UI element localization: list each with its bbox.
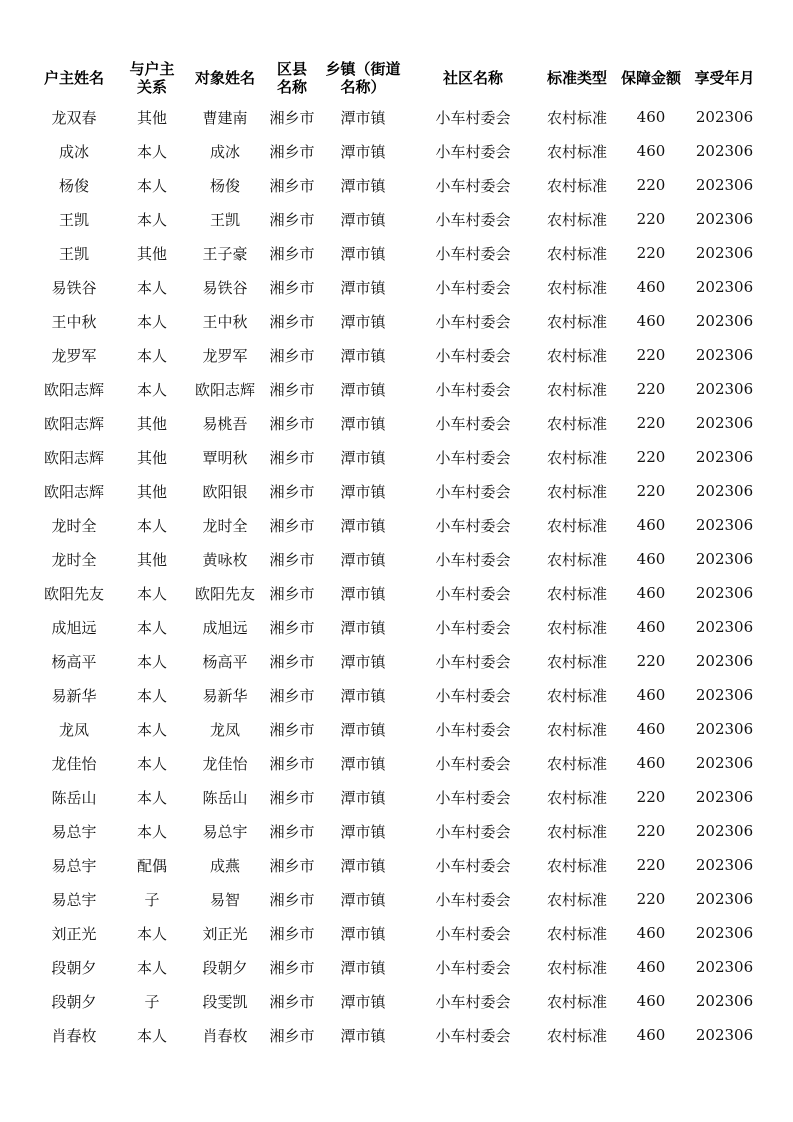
cell-head-of-household: 欧阳志辉 xyxy=(43,414,104,433)
cell-community: 小车村委会 xyxy=(435,618,511,637)
cell-amount: 220 xyxy=(636,890,666,908)
cell-county: 湘乡市 xyxy=(269,414,315,433)
cell-county: 湘乡市 xyxy=(269,924,315,943)
cell-period: 202306 xyxy=(695,380,754,398)
cell-period: 202306 xyxy=(695,618,754,636)
header-head-of-household: 户主姓名 xyxy=(43,69,104,87)
cell-relationship: 本人 xyxy=(136,788,167,807)
cell-head-of-household: 龙佳怡 xyxy=(51,754,97,773)
cell-period: 202306 xyxy=(695,516,754,534)
cell-recipient-name: 杨俊 xyxy=(209,176,240,195)
cell-relationship: 本人 xyxy=(136,346,167,365)
cell-relationship: 本人 xyxy=(136,720,167,739)
table-row xyxy=(28,406,763,440)
table-row xyxy=(28,168,763,202)
cell-county: 湘乡市 xyxy=(269,856,315,875)
header-town: 乡镇（街道 名称） xyxy=(325,60,401,96)
table-row xyxy=(28,134,763,168)
cell-town: 潭市镇 xyxy=(340,414,386,433)
cell-period: 202306 xyxy=(695,176,754,194)
cell-standard-type: 农村标准 xyxy=(546,278,607,297)
cell-county: 湘乡市 xyxy=(269,686,315,705)
table-row xyxy=(28,508,763,542)
table-row xyxy=(28,916,763,950)
cell-period: 202306 xyxy=(695,108,754,126)
cell-county: 湘乡市 xyxy=(269,312,315,331)
cell-relationship: 本人 xyxy=(136,1026,167,1045)
cell-head-of-household: 龙凤 xyxy=(58,720,89,739)
cell-head-of-household: 欧阳先友 xyxy=(43,584,104,603)
cell-standard-type: 农村标准 xyxy=(546,856,607,875)
cell-head-of-household: 刘正光 xyxy=(51,924,97,943)
cell-amount: 460 xyxy=(636,550,666,568)
cell-recipient-name: 欧阳先友 xyxy=(194,584,255,603)
cell-period: 202306 xyxy=(695,414,754,432)
table-row xyxy=(28,746,763,780)
cell-county: 湘乡市 xyxy=(269,958,315,977)
cell-community: 小车村委会 xyxy=(435,958,511,977)
cell-relationship: 本人 xyxy=(136,278,167,297)
cell-head-of-household: 欧阳志辉 xyxy=(43,482,104,501)
cell-recipient-name: 刘正光 xyxy=(202,924,248,943)
cell-community: 小车村委会 xyxy=(435,720,511,739)
cell-town: 潭市镇 xyxy=(340,584,386,603)
cell-amount: 220 xyxy=(636,856,666,874)
cell-head-of-household: 龙时全 xyxy=(51,550,97,569)
table-row xyxy=(28,372,763,406)
cell-town: 潭市镇 xyxy=(340,1026,386,1045)
cell-amount: 220 xyxy=(636,822,666,840)
cell-period: 202306 xyxy=(695,856,754,874)
cell-relationship: 本人 xyxy=(136,958,167,977)
cell-head-of-household: 易总宇 xyxy=(51,856,97,875)
table-row xyxy=(28,848,763,882)
cell-period: 202306 xyxy=(695,890,754,908)
cell-period: 202306 xyxy=(695,992,754,1010)
cell-county: 湘乡市 xyxy=(269,176,315,195)
cell-standard-type: 农村标准 xyxy=(546,788,607,807)
cell-county: 湘乡市 xyxy=(269,584,315,603)
cell-community: 小车村委会 xyxy=(435,482,511,501)
cell-amount: 220 xyxy=(636,414,666,432)
cell-recipient-name: 成燕 xyxy=(209,856,240,875)
cell-relationship: 其他 xyxy=(136,244,167,263)
cell-community: 小车村委会 xyxy=(435,176,511,195)
cell-town: 潭市镇 xyxy=(340,788,386,807)
cell-head-of-household: 肖春枚 xyxy=(51,1026,97,1045)
cell-amount: 220 xyxy=(636,244,666,262)
cell-relationship: 本人 xyxy=(136,312,167,331)
header-relationship: 与户主 关系 xyxy=(129,60,175,96)
cell-town: 潭市镇 xyxy=(340,652,386,671)
cell-recipient-name: 黄咏枚 xyxy=(202,550,248,569)
cell-town: 潭市镇 xyxy=(340,958,386,977)
cell-relationship: 子 xyxy=(144,992,160,1011)
table-body xyxy=(28,100,763,1052)
table-row xyxy=(28,882,763,916)
cell-head-of-household: 欧阳志辉 xyxy=(43,448,104,467)
table-row xyxy=(28,474,763,508)
cell-town: 潭市镇 xyxy=(340,686,386,705)
cell-amount: 220 xyxy=(636,448,666,466)
cell-community: 小车村委会 xyxy=(435,516,511,535)
cell-county: 湘乡市 xyxy=(269,992,315,1011)
cell-recipient-name: 欧阳志辉 xyxy=(194,380,255,399)
cell-recipient-name: 易桃吾 xyxy=(202,414,248,433)
cell-community: 小车村委会 xyxy=(435,686,511,705)
cell-town: 潭市镇 xyxy=(340,482,386,501)
cell-recipient-name: 易总宇 xyxy=(202,822,248,841)
cell-county: 湘乡市 xyxy=(269,448,315,467)
header-period: 享受年月 xyxy=(694,69,755,87)
cell-county: 湘乡市 xyxy=(269,108,315,127)
cell-period: 202306 xyxy=(695,822,754,840)
cell-amount: 220 xyxy=(636,788,666,806)
cell-standard-type: 农村标准 xyxy=(546,890,607,909)
table-row xyxy=(28,542,763,576)
cell-county: 湘乡市 xyxy=(269,822,315,841)
cell-head-of-household: 杨俊 xyxy=(58,176,89,195)
cell-county: 湘乡市 xyxy=(269,754,315,773)
table-row xyxy=(28,100,763,134)
cell-community: 小车村委会 xyxy=(435,380,511,399)
cell-town: 潭市镇 xyxy=(340,244,386,263)
cell-county: 湘乡市 xyxy=(269,516,315,535)
cell-town: 潭市镇 xyxy=(340,380,386,399)
cell-period: 202306 xyxy=(695,312,754,330)
cell-amount: 220 xyxy=(636,380,666,398)
table-row xyxy=(28,678,763,712)
cell-standard-type: 农村标准 xyxy=(546,652,607,671)
cell-relationship: 本人 xyxy=(136,924,167,943)
cell-town: 潭市镇 xyxy=(340,210,386,229)
cell-community: 小车村委会 xyxy=(435,346,511,365)
cell-community: 小车村委会 xyxy=(435,584,511,603)
cell-period: 202306 xyxy=(695,1026,754,1044)
cell-town: 潭市镇 xyxy=(340,992,386,1011)
table-row xyxy=(28,950,763,984)
cell-relationship: 本人 xyxy=(136,618,167,637)
cell-period: 202306 xyxy=(695,958,754,976)
cell-relationship: 其他 xyxy=(136,108,167,127)
cell-relationship: 子 xyxy=(144,890,160,909)
cell-county: 湘乡市 xyxy=(269,890,315,909)
table-row xyxy=(28,440,763,474)
cell-amount: 460 xyxy=(636,1026,666,1044)
cell-community: 小车村委会 xyxy=(435,1026,511,1045)
cell-community: 小车村委会 xyxy=(435,788,511,807)
cell-relationship: 其他 xyxy=(136,414,167,433)
cell-relationship: 本人 xyxy=(136,176,167,195)
cell-community: 小车村委会 xyxy=(435,142,511,161)
benefit-table xyxy=(28,56,763,1052)
cell-relationship: 本人 xyxy=(136,380,167,399)
cell-relationship: 本人 xyxy=(136,754,167,773)
cell-community: 小车村委会 xyxy=(435,312,511,331)
table-row xyxy=(28,576,763,610)
cell-recipient-name: 成冰 xyxy=(209,142,240,161)
cell-community: 小车村委会 xyxy=(435,754,511,773)
cell-amount: 460 xyxy=(636,924,666,942)
cell-head-of-household: 易总宇 xyxy=(51,890,97,909)
table-row xyxy=(28,644,763,678)
cell-recipient-name: 龙凤 xyxy=(209,720,240,739)
cell-town: 潭市镇 xyxy=(340,448,386,467)
cell-amount: 460 xyxy=(636,992,666,1010)
table-row xyxy=(28,814,763,848)
header-recipient-name: 对象姓名 xyxy=(194,69,255,87)
cell-period: 202306 xyxy=(695,686,754,704)
table-row xyxy=(28,338,763,372)
cell-town: 潭市镇 xyxy=(340,278,386,297)
cell-standard-type: 农村标准 xyxy=(546,176,607,195)
cell-county: 湘乡市 xyxy=(269,244,315,263)
cell-standard-type: 农村标准 xyxy=(546,448,607,467)
cell-relationship: 本人 xyxy=(136,652,167,671)
cell-head-of-household: 成旭远 xyxy=(51,618,97,637)
cell-head-of-household: 段朝夕 xyxy=(51,958,97,977)
cell-community: 小车村委会 xyxy=(435,278,511,297)
cell-relationship: 本人 xyxy=(136,142,167,161)
cell-standard-type: 农村标准 xyxy=(546,142,607,161)
cell-relationship: 本人 xyxy=(136,210,167,229)
cell-community: 小车村委会 xyxy=(435,448,511,467)
header-row xyxy=(28,56,763,100)
cell-amount: 460 xyxy=(636,754,666,772)
cell-standard-type: 农村标准 xyxy=(546,618,607,637)
cell-amount: 220 xyxy=(636,482,666,500)
cell-period: 202306 xyxy=(695,754,754,772)
cell-town: 潭市镇 xyxy=(340,822,386,841)
cell-town: 潭市镇 xyxy=(340,142,386,161)
cell-relationship: 本人 xyxy=(136,686,167,705)
cell-head-of-household: 龙罗军 xyxy=(51,346,97,365)
cell-amount: 460 xyxy=(636,686,666,704)
cell-period: 202306 xyxy=(695,278,754,296)
cell-town: 潭市镇 xyxy=(340,346,386,365)
cell-town: 潭市镇 xyxy=(340,108,386,127)
cell-county: 湘乡市 xyxy=(269,380,315,399)
cell-relationship: 其他 xyxy=(136,482,167,501)
cell-period: 202306 xyxy=(695,924,754,942)
cell-community: 小车村委会 xyxy=(435,108,511,127)
cell-recipient-name: 龙罗军 xyxy=(202,346,248,365)
cell-recipient-name: 曹建南 xyxy=(202,108,248,127)
cell-amount: 460 xyxy=(636,720,666,738)
cell-county: 湘乡市 xyxy=(269,278,315,297)
table-row xyxy=(28,610,763,644)
cell-amount: 220 xyxy=(636,346,666,364)
cell-recipient-name: 成旭远 xyxy=(202,618,248,637)
cell-county: 湘乡市 xyxy=(269,346,315,365)
table-header xyxy=(28,56,763,100)
cell-town: 潭市镇 xyxy=(340,618,386,637)
cell-recipient-name: 王中秋 xyxy=(202,312,248,331)
cell-standard-type: 农村标准 xyxy=(546,346,607,365)
cell-recipient-name: 段雯凯 xyxy=(202,992,248,1011)
cell-head-of-household: 龙时全 xyxy=(51,516,97,535)
cell-head-of-household: 王凯 xyxy=(58,244,89,263)
cell-standard-type: 农村标准 xyxy=(546,312,607,331)
cell-amount: 220 xyxy=(636,210,666,228)
cell-town: 潭市镇 xyxy=(340,890,386,909)
cell-community: 小车村委会 xyxy=(435,244,511,263)
cell-town: 潭市镇 xyxy=(340,550,386,569)
cell-standard-type: 农村标准 xyxy=(546,584,607,603)
table-row xyxy=(28,270,763,304)
cell-community: 小车村委会 xyxy=(435,856,511,875)
cell-amount: 220 xyxy=(636,652,666,670)
cell-recipient-name: 易智 xyxy=(209,890,240,909)
cell-town: 潭市镇 xyxy=(340,754,386,773)
cell-community: 小车村委会 xyxy=(435,822,511,841)
cell-head-of-household: 杨高平 xyxy=(51,652,97,671)
cell-period: 202306 xyxy=(695,244,754,262)
cell-standard-type: 农村标准 xyxy=(546,686,607,705)
table-row xyxy=(28,304,763,338)
cell-relationship: 本人 xyxy=(136,822,167,841)
cell-community: 小车村委会 xyxy=(435,414,511,433)
cell-community: 小车村委会 xyxy=(435,652,511,671)
cell-standard-type: 农村标准 xyxy=(546,516,607,535)
cell-amount: 460 xyxy=(636,108,666,126)
cell-amount: 460 xyxy=(636,278,666,296)
cell-amount: 460 xyxy=(636,312,666,330)
cell-amount: 220 xyxy=(636,176,666,194)
cell-amount: 460 xyxy=(636,958,666,976)
cell-standard-type: 农村标准 xyxy=(546,210,607,229)
cell-recipient-name: 王凯 xyxy=(209,210,240,229)
cell-community: 小车村委会 xyxy=(435,890,511,909)
cell-county: 湘乡市 xyxy=(269,142,315,161)
cell-town: 潭市镇 xyxy=(340,720,386,739)
cell-recipient-name: 覃明秋 xyxy=(202,448,248,467)
cell-standard-type: 农村标准 xyxy=(546,244,607,263)
cell-county: 湘乡市 xyxy=(269,550,315,569)
cell-amount: 460 xyxy=(636,618,666,636)
cell-recipient-name: 龙佳怡 xyxy=(202,754,248,773)
cell-recipient-name: 易新华 xyxy=(202,686,248,705)
cell-standard-type: 农村标准 xyxy=(546,754,607,773)
cell-recipient-name: 陈岳山 xyxy=(202,788,248,807)
cell-standard-type: 农村标准 xyxy=(546,992,607,1011)
cell-head-of-household: 易新华 xyxy=(51,686,97,705)
cell-relationship: 本人 xyxy=(136,584,167,603)
header-standard-type: 标准类型 xyxy=(546,69,607,87)
cell-standard-type: 农村标准 xyxy=(546,380,607,399)
header-community: 社区名称 xyxy=(442,69,503,87)
table-row xyxy=(28,780,763,814)
cell-relationship: 本人 xyxy=(136,516,167,535)
cell-standard-type: 农村标准 xyxy=(546,482,607,501)
cell-period: 202306 xyxy=(695,720,754,738)
cell-head-of-household: 成冰 xyxy=(58,142,89,161)
cell-head-of-household: 欧阳志辉 xyxy=(43,380,104,399)
cell-county: 湘乡市 xyxy=(269,720,315,739)
cell-town: 潭市镇 xyxy=(340,176,386,195)
cell-recipient-name: 段朝夕 xyxy=(202,958,248,977)
cell-recipient-name: 肖春枚 xyxy=(202,1026,248,1045)
cell-head-of-household: 陈岳山 xyxy=(51,788,97,807)
cell-head-of-household: 易总宇 xyxy=(51,822,97,841)
cell-period: 202306 xyxy=(695,346,754,364)
cell-period: 202306 xyxy=(695,652,754,670)
table-row xyxy=(28,202,763,236)
cell-standard-type: 农村标准 xyxy=(546,720,607,739)
cell-county: 湘乡市 xyxy=(269,482,315,501)
table-row xyxy=(28,984,763,1018)
cell-period: 202306 xyxy=(695,584,754,602)
cell-recipient-name: 杨高平 xyxy=(202,652,248,671)
cell-standard-type: 农村标准 xyxy=(546,924,607,943)
header-county: 区县 名称 xyxy=(276,60,307,96)
cell-recipient-name: 易铁谷 xyxy=(202,278,248,297)
cell-town: 潭市镇 xyxy=(340,516,386,535)
cell-head-of-household: 龙双春 xyxy=(51,108,97,127)
cell-town: 潭市镇 xyxy=(340,856,386,875)
cell-period: 202306 xyxy=(695,550,754,568)
table-row xyxy=(28,712,763,746)
cell-amount: 460 xyxy=(636,142,666,160)
cell-head-of-household: 王中秋 xyxy=(51,312,97,331)
cell-amount: 460 xyxy=(636,584,666,602)
table-row xyxy=(28,236,763,270)
header-amount: 保障金额 xyxy=(620,69,681,87)
cell-head-of-household: 易铁谷 xyxy=(51,278,97,297)
cell-county: 湘乡市 xyxy=(269,652,315,671)
cell-period: 202306 xyxy=(695,210,754,228)
cell-community: 小车村委会 xyxy=(435,210,511,229)
cell-period: 202306 xyxy=(695,448,754,466)
cell-standard-type: 农村标准 xyxy=(546,550,607,569)
cell-period: 202306 xyxy=(695,788,754,806)
cell-amount: 460 xyxy=(636,516,666,534)
cell-relationship: 配偶 xyxy=(136,856,167,875)
cell-town: 潭市镇 xyxy=(340,924,386,943)
cell-standard-type: 农村标准 xyxy=(546,822,607,841)
cell-recipient-name: 龙时全 xyxy=(202,516,248,535)
cell-community: 小车村委会 xyxy=(435,550,511,569)
cell-relationship: 其他 xyxy=(136,448,167,467)
cell-recipient-name: 欧阳银 xyxy=(202,482,248,501)
cell-town: 潭市镇 xyxy=(340,312,386,331)
cell-period: 202306 xyxy=(695,142,754,160)
cell-standard-type: 农村标准 xyxy=(546,108,607,127)
cell-county: 湘乡市 xyxy=(269,1026,315,1045)
cell-head-of-household: 段朝夕 xyxy=(51,992,97,1011)
cell-relationship: 其他 xyxy=(136,550,167,569)
cell-head-of-household: 王凯 xyxy=(58,210,89,229)
table-row xyxy=(28,1018,763,1052)
cell-standard-type: 农村标准 xyxy=(546,958,607,977)
cell-standard-type: 农村标准 xyxy=(546,1026,607,1045)
cell-community: 小车村委会 xyxy=(435,924,511,943)
cell-period: 202306 xyxy=(695,482,754,500)
cell-community: 小车村委会 xyxy=(435,992,511,1011)
cell-county: 湘乡市 xyxy=(269,210,315,229)
cell-county: 湘乡市 xyxy=(269,788,315,807)
cell-county: 湘乡市 xyxy=(269,618,315,637)
cell-recipient-name: 王子豪 xyxy=(202,244,248,263)
cell-standard-type: 农村标准 xyxy=(546,414,607,433)
